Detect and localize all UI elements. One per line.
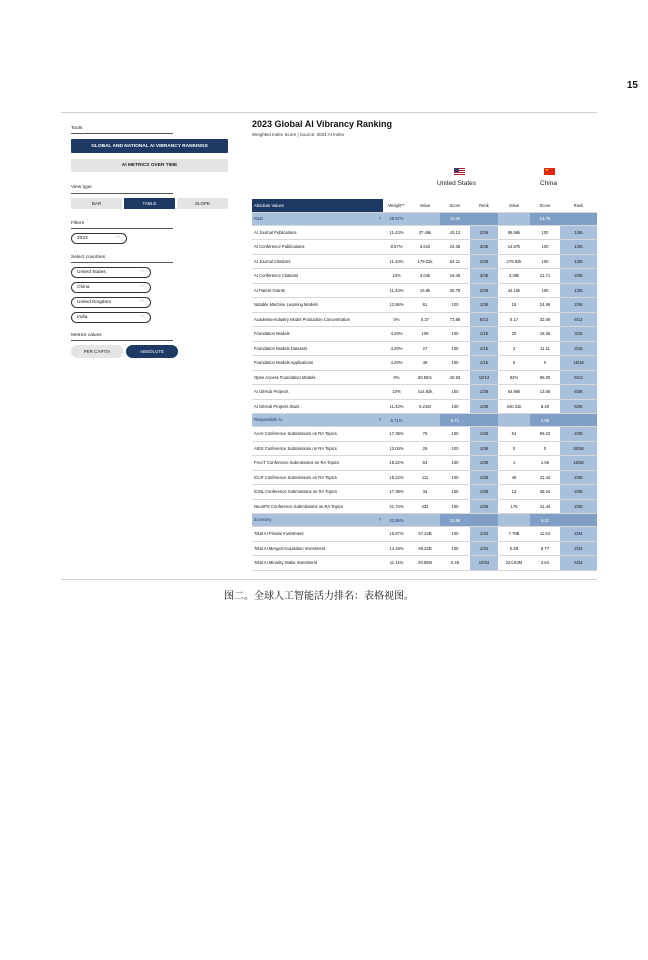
china-value: 3 — [498, 341, 530, 356]
us-rank: 3/36 — [470, 240, 498, 255]
china-value: 3.39k — [498, 269, 530, 284]
filters-divider — [71, 228, 173, 229]
weight-cell: 10% — [383, 385, 410, 400]
china-value: 86.56k — [498, 225, 530, 240]
metric-name: Notable Machine Learning Models — [252, 298, 383, 313]
china-value: 440.31k — [498, 399, 530, 414]
chevron-down-icon: ﹀ — [139, 285, 145, 291]
table-row — [252, 312, 597, 327]
metric-name: AIES Conference Submissions on RA Topics — [252, 441, 383, 456]
us-value: 109 — [410, 327, 440, 342]
us-rank: 2/36 — [470, 225, 498, 240]
china-value: 1 — [498, 456, 530, 471]
collapse-chevron-icon[interactable]: ‹ — [379, 517, 381, 523]
us-rank: 1/36 — [470, 385, 498, 400]
us-score: 40.83 — [440, 370, 470, 385]
china-rank: 3/15 — [560, 327, 597, 342]
table-row — [252, 541, 597, 556]
weight-cell: 11.43% — [383, 225, 410, 240]
china-rank: 2/36 — [560, 298, 597, 313]
country-select-1[interactable] — [71, 267, 151, 278]
china-score: 69.23 — [530, 427, 560, 442]
us-rank: 1/36 — [470, 427, 498, 442]
us-score: 100 — [440, 427, 470, 442]
metric-name: AAAI Conference Submissions on RA Topics — [252, 427, 383, 442]
china-rank: 3/15 — [560, 341, 597, 356]
country-select-4[interactable] — [71, 312, 151, 323]
year-select[interactable] — [71, 233, 127, 244]
metrics-over-time-button[interactable]: AI METRICS OVER TIME — [71, 159, 228, 172]
table-row — [252, 225, 597, 240]
us-score: 100 — [440, 385, 470, 400]
china-rank: 2/36 — [560, 269, 597, 284]
us-value: 432 — [410, 499, 440, 514]
weight-cell: 15.87% — [383, 527, 410, 542]
page-number: 15 — [626, 80, 638, 91]
china-score: 18.35 — [530, 327, 560, 342]
us-value: 67.22B — [410, 527, 440, 542]
table-row — [252, 499, 597, 514]
us-score: 24.36 — [440, 240, 470, 255]
metric-name: AI Journal Citations — [252, 254, 383, 269]
country-select-value: United Kingdom — [77, 300, 112, 305]
china-score: 24.59 — [530, 298, 560, 313]
us-rank: 1/36 — [470, 441, 498, 456]
china-rank: 9/13 — [560, 370, 597, 385]
china-value: 46 — [498, 470, 530, 485]
china-value: 0.17 — [498, 312, 530, 327]
us-score: 100 — [440, 327, 470, 342]
china-value: 14.87k — [498, 240, 530, 255]
category-name: R&D — [254, 215, 263, 221]
filters-label: Filters — [71, 221, 85, 226]
us-score: 43.13 — [440, 225, 470, 240]
weight-cell: 10% — [383, 269, 410, 284]
us-rank: 3/36 — [470, 269, 498, 284]
us-category-score: 13.88 — [440, 514, 470, 527]
us-category-score: 10.29 — [440, 212, 470, 225]
china-category-score: 14.78 — [530, 212, 560, 225]
china-score: 100 — [530, 254, 560, 269]
china-rank: 1/36 — [560, 254, 597, 269]
metrics-values-label: Metrics values — [71, 333, 102, 338]
collapse-chevron-icon[interactable]: ‹ — [379, 417, 381, 423]
view-bar-button[interactable]: BAR — [71, 198, 122, 209]
china-score: 8.77 — [530, 541, 560, 556]
china-rank: 15/15 — [560, 356, 597, 371]
table-row — [252, 298, 597, 313]
chevron-down-icon: ﹀ — [139, 315, 145, 321]
china-rank: 2/34 — [560, 541, 597, 556]
rankings-button[interactable]: GLOBAL AND NATIONAL AI VIBRANCY RANKINGS — [71, 139, 228, 153]
us-rank: 1/36 — [470, 298, 498, 313]
table-row — [252, 370, 597, 385]
us-score: 100 — [440, 341, 470, 356]
view-type-divider — [71, 193, 173, 194]
us-value: 48 — [410, 356, 440, 371]
table-row — [252, 441, 597, 456]
empty-cell — [560, 414, 597, 427]
table-row — [252, 341, 597, 356]
us-rank: 1/36 — [470, 470, 498, 485]
china-flag-icon: ★ — [544, 168, 555, 175]
metric-name: FAccT Conference Submissions on RA Topics — [252, 456, 383, 471]
metric-name: Open Access Foundation Models — [252, 370, 383, 385]
us-rank: 2/35 — [470, 283, 498, 298]
us-value: 5.21M — [410, 399, 440, 414]
empty-cell — [498, 414, 530, 427]
us-value: 61 — [410, 298, 440, 313]
us-score: 100 — [440, 485, 470, 500]
us-rank: 1/15 — [470, 327, 498, 342]
weight-cell: 14.29% — [383, 541, 410, 556]
china-score: 0 — [530, 356, 560, 371]
us-rank: 1/34 — [470, 527, 498, 542]
china-value: 13 — [498, 485, 530, 500]
chevron-down-icon: ﹀ — [139, 300, 145, 306]
weight-cell: 22.86% — [383, 514, 410, 527]
table-row — [252, 269, 597, 284]
category-label[interactable] — [252, 414, 383, 427]
china-rank: 5/34 — [560, 556, 597, 571]
china-score: 13.08 — [530, 385, 560, 400]
us-value: 34 — [410, 485, 440, 500]
category-label[interactable] — [252, 212, 383, 225]
table-header-row — [252, 199, 597, 212]
us-rank: 1/36 — [470, 456, 498, 471]
china-value: 54 — [498, 427, 530, 442]
table-row — [252, 427, 597, 442]
empty-cell — [560, 212, 597, 225]
metric-name: Academia-Industry Model Production Concentration — [252, 312, 383, 327]
us-rank: 1/36 — [470, 499, 498, 514]
us-value: 78 — [410, 427, 440, 442]
china-value: 0 — [498, 441, 530, 456]
table-row — [252, 470, 597, 485]
select-countries-divider — [71, 262, 173, 263]
us-rank: 1/15 — [470, 341, 498, 356]
china-score: 100 — [530, 225, 560, 240]
category-label[interactable] — [252, 514, 383, 527]
us-score: 19.46 — [440, 269, 470, 284]
select-countries-label: Select countries — [71, 255, 106, 260]
china-value: 54.95k — [498, 385, 530, 400]
weight-cell: 11.43% — [383, 399, 410, 414]
weight-cell: 15.22% — [383, 456, 410, 471]
china-score: 21.71 — [530, 269, 560, 284]
country-select-value: China — [77, 285, 90, 290]
empty-cell — [410, 514, 440, 527]
us-score: 35.79 — [440, 283, 470, 298]
weight-cell: 28.57% — [383, 212, 410, 225]
china-score: 32.06 — [530, 312, 560, 327]
china-score: 0 — [530, 441, 560, 456]
us-rank: 5/12 — [470, 312, 498, 327]
weight-cell: 0% — [383, 370, 410, 385]
dashboard-screenshot — [61, 112, 597, 580]
column-header[interactable]: Score — [530, 199, 560, 212]
collapse-chevron-icon[interactable]: ‹ — [379, 215, 381, 222]
china-rank: 2/36 — [560, 485, 597, 500]
weight-cell: 4.29% — [383, 341, 410, 356]
china-rank: 6/36 — [560, 385, 597, 400]
us-value: 63 — [410, 456, 440, 471]
china-score: 3.64 — [530, 556, 560, 571]
china-rank: 1/35 — [560, 283, 597, 298]
table-row — [252, 356, 597, 371]
china-rank: 2/36 — [560, 499, 597, 514]
figure-caption: 图二。全球人工智能活力排名：表格视图。 — [224, 591, 414, 602]
weight-cell: 0% — [383, 312, 410, 327]
china-value: 5.2B — [498, 541, 530, 556]
per-capita-button[interactable]: PER CAPITA — [71, 345, 123, 358]
empty-cell — [470, 212, 498, 225]
metric-name: Total AI Merger/Acquisition Investment — [252, 541, 383, 556]
metric-name: AI Conference Publications — [252, 240, 383, 255]
empty-cell — [410, 212, 440, 225]
weight-cell: 8.57% — [383, 240, 410, 255]
us-value: 69.22B — [410, 541, 440, 556]
us-score: 100 — [440, 541, 470, 556]
us-value: 37.46k — [410, 225, 440, 240]
us-rank: 2/36 — [470, 254, 498, 269]
weight-cell: 11.43% — [383, 283, 410, 298]
country-header-us: United States — [437, 180, 477, 187]
metric-name: NeurIPS Conference Submissions on RA Topics — [252, 499, 383, 514]
china-score: 11.53 — [530, 527, 560, 542]
table-row — [252, 327, 597, 342]
empty-cell — [560, 514, 597, 527]
china-score: 100 — [530, 240, 560, 255]
tools-label: Tools — [71, 126, 83, 131]
ranking-table — [252, 199, 597, 571]
year-value: 2023 — [77, 236, 88, 241]
metrics-values-divider — [71, 340, 173, 341]
us-value: 27 — [410, 341, 440, 356]
china-score: 8.40 — [530, 399, 560, 414]
china-value: 0 — [498, 356, 530, 371]
country-select-2[interactable] — [71, 282, 151, 293]
empty-cell — [498, 212, 530, 225]
us-score: 73.88 — [440, 312, 470, 327]
china-score: 100 — [530, 283, 560, 298]
column-header: Absolute Values — [252, 199, 383, 212]
country-select-value: United States — [77, 270, 106, 275]
table-row — [252, 385, 597, 400]
metric-name: ICML Conference Submissions on RA Topics — [252, 485, 383, 500]
china-value: 179 — [498, 499, 530, 514]
us-value: 15.8k — [410, 283, 440, 298]
view-type-label: View type — [71, 185, 92, 190]
china-value: 7.76B — [498, 527, 530, 542]
china-score: 1.59 — [530, 456, 560, 471]
table-row — [252, 254, 597, 269]
china-rank: 6/12 — [560, 312, 597, 327]
country-header-china: China — [540, 180, 557, 187]
china-value: 44.15k — [498, 283, 530, 298]
us-value: 3.04k — [410, 269, 440, 284]
us-value: 111 — [410, 470, 440, 485]
metric-name: AI Conference Citations — [252, 269, 383, 284]
metric-name: Total AI Private Investment — [252, 527, 383, 542]
weight-cell: 12.86% — [383, 298, 410, 313]
weight-cell: 4.29% — [383, 327, 410, 342]
weight-cell: 21.74% — [383, 499, 410, 514]
ranking-subtitle: Weighted Index Score | Source: 2024 AI Index — [252, 132, 345, 137]
china-rank: 2/34 — [560, 527, 597, 542]
us-score: 100 — [440, 356, 470, 371]
category-name: Responsible AI — [254, 417, 282, 422]
china-rank: 1/36 — [560, 240, 597, 255]
empty-cell — [470, 414, 498, 427]
us-score: 64.11 — [440, 254, 470, 269]
tools-divider — [71, 133, 173, 134]
us-value: 29.55M — [410, 556, 440, 571]
country-select-3[interactable] — [71, 297, 151, 308]
us-score: 100 — [440, 298, 470, 313]
table-row — [252, 283, 597, 298]
china-value: 20 — [498, 327, 530, 342]
us-value: 179.01k — [410, 254, 440, 269]
metric-name: ICLR Conference Submissions on RA Topics — [252, 470, 383, 485]
us-rank: 10/34 — [470, 556, 498, 571]
category-row[interactable] — [252, 414, 597, 427]
us-rank: 1/36 — [470, 485, 498, 500]
column-header[interactable]: Rank — [560, 199, 597, 212]
china-rank: 5/36 — [560, 399, 597, 414]
chevron-down-icon: ﹀ — [115, 236, 121, 242]
column-header[interactable]: Score — [440, 199, 470, 212]
china-rank: 36/36 — [560, 441, 597, 456]
metric-name: AI GitHub Projects Stars — [252, 399, 383, 414]
metric-name: AI Patent Grants — [252, 283, 383, 298]
weight-cell: 17.39% — [383, 427, 410, 442]
us-value: 414.92k — [410, 385, 440, 400]
china-category-score: 1.96 — [530, 414, 560, 427]
weight-cell: 5.71% — [383, 414, 410, 427]
weight-cell: 4.29% — [383, 356, 410, 371]
column-header[interactable]: Rank — [470, 199, 498, 212]
us-score: 100 — [440, 470, 470, 485]
column-header[interactable]: Value — [498, 199, 530, 212]
column-header[interactable]: Value — [410, 199, 440, 212]
us-value: 28 — [410, 441, 440, 456]
metric-name: AI GitHub Projects — [252, 385, 383, 400]
table-row — [252, 485, 597, 500]
china-value: 92% — [498, 370, 530, 385]
us-rank: 1/34 — [470, 541, 498, 556]
us-flag-icon — [454, 168, 465, 175]
ranking-title: 2023 Global AI Vibrancy Ranking — [252, 119, 393, 129]
view-table-button[interactable]: TABLE — [124, 198, 175, 209]
weight-cell: 15.22% — [383, 470, 410, 485]
china-value: 224.63M — [498, 556, 530, 571]
us-score: 100 — [440, 441, 470, 456]
us-value: 60.55% — [410, 370, 440, 385]
china-rank: 16/36 — [560, 456, 597, 471]
category-name: Economy — [254, 517, 272, 522]
table-row — [252, 527, 597, 542]
metric-name: Foundation Models Datasets — [252, 341, 383, 356]
china-rank: 2/36 — [560, 427, 597, 442]
absolute-button[interactable]: ABSOLUTE — [126, 345, 178, 358]
us-rank: 1/15 — [470, 356, 498, 371]
us-rank: 1/36 — [470, 399, 498, 414]
us-rank: 10/13 — [470, 370, 498, 385]
china-score: 11.11 — [530, 341, 560, 356]
metric-name: Foundation Models Applications — [252, 356, 383, 371]
weight-cell: 11.11% — [383, 556, 410, 571]
china-value: 278.92k — [498, 254, 530, 269]
view-slope-button[interactable]: SLOPE — [177, 198, 228, 209]
metric-name: Total AI Minority Stake Investment — [252, 556, 383, 571]
weight-cell: 11.43% — [383, 254, 410, 269]
china-category-score: 5.11 — [530, 514, 560, 527]
table-row — [252, 456, 597, 471]
china-score: 41.44 — [530, 470, 560, 485]
china-rank: 2/36 — [560, 470, 597, 485]
category-row[interactable] — [252, 514, 597, 527]
empty-cell — [410, 414, 440, 427]
china-value: 15 — [498, 298, 530, 313]
us-score: 100 — [440, 527, 470, 542]
us-category-score: 5.71 — [440, 414, 470, 427]
category-row[interactable] — [252, 212, 597, 225]
us-value: 0.37 — [410, 312, 440, 327]
china-score: 38.24 — [530, 485, 560, 500]
china-score: 41.44 — [530, 499, 560, 514]
country-select-value: India — [77, 315, 88, 320]
weight-cell: 13.04% — [383, 441, 410, 456]
china-rank: 1/36 — [560, 225, 597, 240]
empty-cell — [470, 514, 498, 527]
us-score: 100 — [440, 499, 470, 514]
us-value: 3.61k — [410, 240, 440, 255]
weight-cell: 17.39% — [383, 485, 410, 500]
us-score: 0.48 — [440, 556, 470, 571]
us-score: 100 — [440, 456, 470, 471]
us-score: 100 — [440, 399, 470, 414]
metric-name: AI Journal Publications — [252, 225, 383, 240]
empty-cell — [498, 514, 530, 527]
table-row — [252, 556, 597, 571]
china-score: 86.00 — [530, 370, 560, 385]
metric-name: Foundation Models — [252, 327, 383, 342]
table-row — [252, 240, 597, 255]
table-row — [252, 399, 597, 414]
chevron-down-icon: ﹀ — [139, 270, 145, 276]
column-header[interactable]: Weight** — [383, 199, 410, 212]
